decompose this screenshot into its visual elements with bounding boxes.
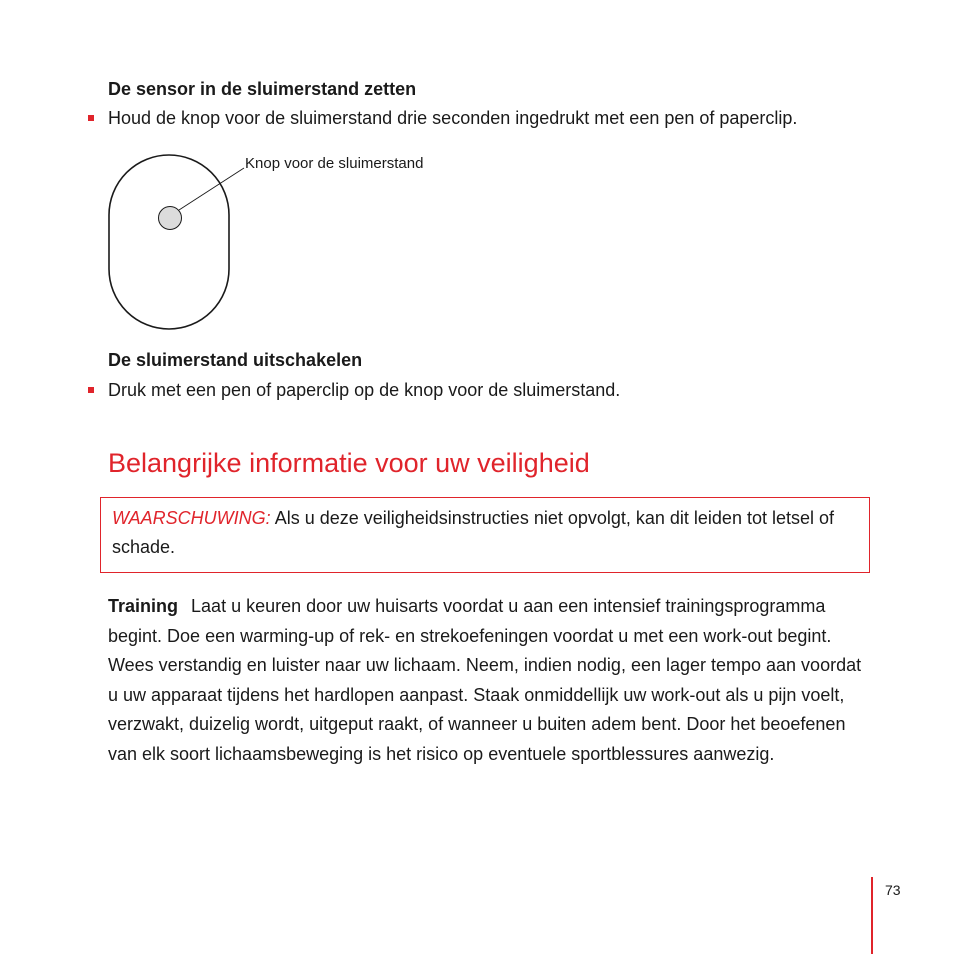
page-number: 73: [885, 882, 901, 898]
sleep-off-step: [88, 380, 620, 401]
sleep-on-heading: De sensor in de sluimerstand zetten: [108, 79, 417, 99]
bullet-icon: [88, 115, 94, 121]
sleep-off-heading: De sluimerstand uitschakelen: [108, 350, 363, 370]
sleep-button-icon: [159, 207, 182, 230]
sensor-outline: [109, 155, 229, 329]
page-rule: [871, 877, 873, 954]
sensor-diagram: [100, 150, 260, 335]
bullet-icon: [88, 387, 94, 393]
sleep-on-step-text: Houd de knop voor de sluimerstand drie seconden ingedrukt met een pen of paperclip.: [108, 108, 798, 128]
training-paragraph: [108, 592, 868, 769]
training-label: Training: [108, 596, 179, 616]
sleep-on-step: [88, 108, 797, 129]
warning-text: Als u deze veiligheidsinstructies niet opvolgt, kan dit leiden tot letsel of schade.: [112, 508, 835, 557]
training-text: Laat u keuren door uw huisarts voordat u aan een intensief trainingsprogramma begint. Doe een warming-up of rek- en strekoefeningen voordat u met een work-out begint. Wees verstandig en luister naar uw lichaam. Neem, indien nodig, een lager tempo aan voordat u uw apparaat tijdens het hardlopen aanpast. Staak onmiddellijk uw work-out als u pijn voelt, verzwakt, duizelig wordt, uitgeput raakt, of wanneer u buiten adem bent. Door het beoefenen van elk soort lichaamsbeweging is het risico op eventuele sportblessures aanwezig.: [108, 596, 862, 764]
diagram-callout-label: Knop voor de sluimerstand: [245, 155, 424, 172]
warning-box: [100, 497, 870, 573]
section-title: Belangrijke informatie voor uw veiligheid: [108, 448, 590, 478]
sleep-off-step-text: Druk met een pen of paperclip op de knop voor de sluimerstand.: [108, 380, 621, 400]
warning-label: WAARSCHUWING:: [112, 508, 271, 528]
